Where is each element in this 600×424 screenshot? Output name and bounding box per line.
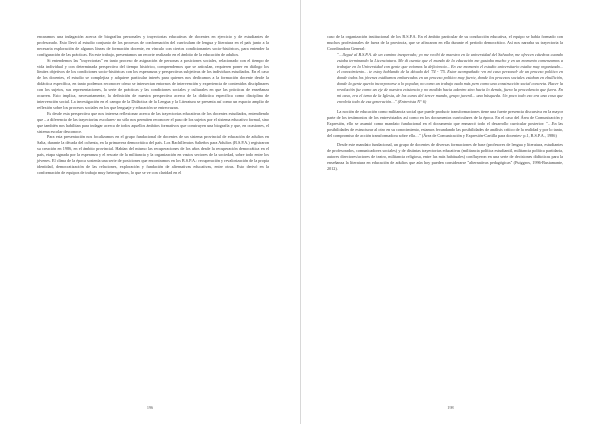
left-paragraph-1: encaramos una indagación acerca de biografías personales y trayectorias educativas de docentes en ejercicio y de estudiantes de profesorado. Esto llevó al estudio conjunto de los procesos de conformación del currículum de lengua y literatura en el país junto a la necesaria exploración de algunos líneas de formación docente, en vínculo con ciertos condicionantes socio-históricos, para entender la configuración de las prácticas. En este trabajo, presentamos un recorte realizado en el ámbito de la educación de adultos. — [37, 34, 269, 57]
left-page-number: 196 — [146, 405, 154, 410]
left-paragraph-3: Es desde esta perspectiva que nos interesa reflexionar acerca de las trayectorias educativas de los docentes estudiados, entendiendo que – a diferencia de las trayectorias escolares- no sólo nos permiten reconocer el paso de los sujetos por el sistema educativo formal, sino que también nos habilitan para indagar acerca de todos aquellos ámbitos formativos que construyen una biografía y que, en ocasiones, el sistema escolar desconoce. — [37, 110, 269, 134]
left-paragraph-4: Para esta presentación nos focalizamos en el grupo fundacional de docentes de un sistema provincial de educación de adultos en Salta, durante la década del ochenta, en la primavera democrática del país. Los Bachilleratos Salteños para Adultos (B.S.P.A.) registraron su creación en 1986, en el ámbito provincial. Habían del mismo las recuperaciones de los años desde la recuperación democrática en el país, etapa signada por la esperanza y el rescate de la militancia y la organización en vastos sectores de la sociedad, sobre todo entre los jóvenes. El clima de la época sostenía una serie de posiciones que encontramos en los B.S.P.A.: recuperación y revalorización de la propia identidad, democratización de las relaciones, exploración y fundación de alternativas educativas, entre otras. Esto derivó en la conformación de equipos de trabajo muy heterogéneos, lo que se ve con claridad en el — [37, 134, 269, 175]
right-paragraph-1: caso de la organización institucional de los B.S.P.A. En el ámbito particular de su conducción educativa, el equipo se había formado con muchos profesionales de fuera de la provincia, que se afincaron en ella durante el período democrático. Así nos narraba su trayectoria la Coordinadora General: — [327, 34, 563, 51]
right-paragraph-2: La noción de educación como militancia social que puede producir transformaciones tiene una fuerte presencia discursiva en la mayor parte de los testimonios de los entrevistados así como en los documentos curriculares de la época. En el caso del Área de Comunicación y Expresión, ello se asumió como mandato fundacional en el documento que enmarcó todo el desarrollo curricular posterior: "…En las posibilidades de estructurar al otro en su conocimiento, estamos fecundando las posibilidades de análisis crítico de la realidad y por lo tanto, del compromiso de acción transformadora sobre ella…" (Área de Comunicación y Expresión-Cartilla para docentes- p.1, B.S.P.A., 1986) — [327, 108, 563, 138]
right-page — [300, 0, 600, 424]
right-paragraph-3: Desde este mandato fundacional, un grupo de docentes de diversas formaciones de base (profesores de lengua y literatura, estudiantes de profesorados, comunicadores sociales) y de distintas trayectorias educativas (militancia política estudiantil, militancia política partidaria, autores directores/actores de teatro, militancia religiosa, entre las más habituales) confluyeron en una serie de decisiones didácticas para la enseñanza la literatura en educación de adultos que aún hoy pueden considerarse "alternativas pedagógicas" (Puiggros, 1996-Bustamante, 2012). — [327, 142, 563, 172]
interview-quote: "…llegué al B.S.P.A. de un camino inesperado; yo me recibí de maestra en la universidad del Salvador, me ofrecen cátedras cuando estaba terminando la Licenciatura. Me di cuenta que el mundo de la educación me gustaba mucho y en un momento comenzamos a trabajar en la Universidad con gente que veíamos la deficiencia... En ese momento el estudio universitario estaba muy organizado... el conocimiento… te estoy hablando de la década del '74 - '75. Estar acompañado -en mi caso personal- de un proceso político en donde todos los jóvenes estábamos embarcados en un proceso político muy fuerte, donde los procesos sociales estaban en ebullición, donde la gente quería incorporarse a lo popular, no como un trabajo nada más pero como una construcción social concreta. Hacer la revolución fue como un eje de nuestra existencia y no medido hacia adentro sino hacia lo demás, fuera la procedencia que fuera. En mi caso, era el tema de la Iglesia, de los curas del tercer mundo, grupo juvenil... una búsqueda. Un poco todo eso era una cosa que envolvía todo de esa generación…" (Entrevista N° 6) — [337, 51, 563, 104]
right-page-number: 198 — [447, 405, 454, 410]
left-paragraph-2: Si entendemos las "trayectorias" en tanto proceso de asignación de personas a posiciones sociales, relacionado con el tiempo de vida individual y con determinada perspectiva del tiempo histórico, comprendemos que se articulan, requieren poner en diálogo los límites objetivos de los condiciones socio-históricas con los esperanzas y perspectivas subjetivas de los individuos estudiados. En el caso de los docentes, el estudio se complejiza y adquiere particular interés para quienes nos dedicamos a la formación docente desde la didáctica específica, en tanto podemos reconocer cómo se intersectan entornos de intervención y experiencia de contenidos disciplinares con los sujetos, sus representaciones, la serie de prácticas y las condiciones sociales y culturales en que las prácticas de enseñanza ocurren. Esto implica, necesariamente, la definición de nuestra perspectiva acerca de la didáctica específica como disciplina de intervención social. La investigación en el campo de la Didáctica de la Lengua y la Literatura se presenta así como un espacio amplio de reflexión sobre los procesos sociales en los que lenguaje y educación se entrecruzan. — [37, 57, 269, 110]
right-text-column — [327, 34, 563, 172]
left-text-column — [37, 34, 269, 176]
